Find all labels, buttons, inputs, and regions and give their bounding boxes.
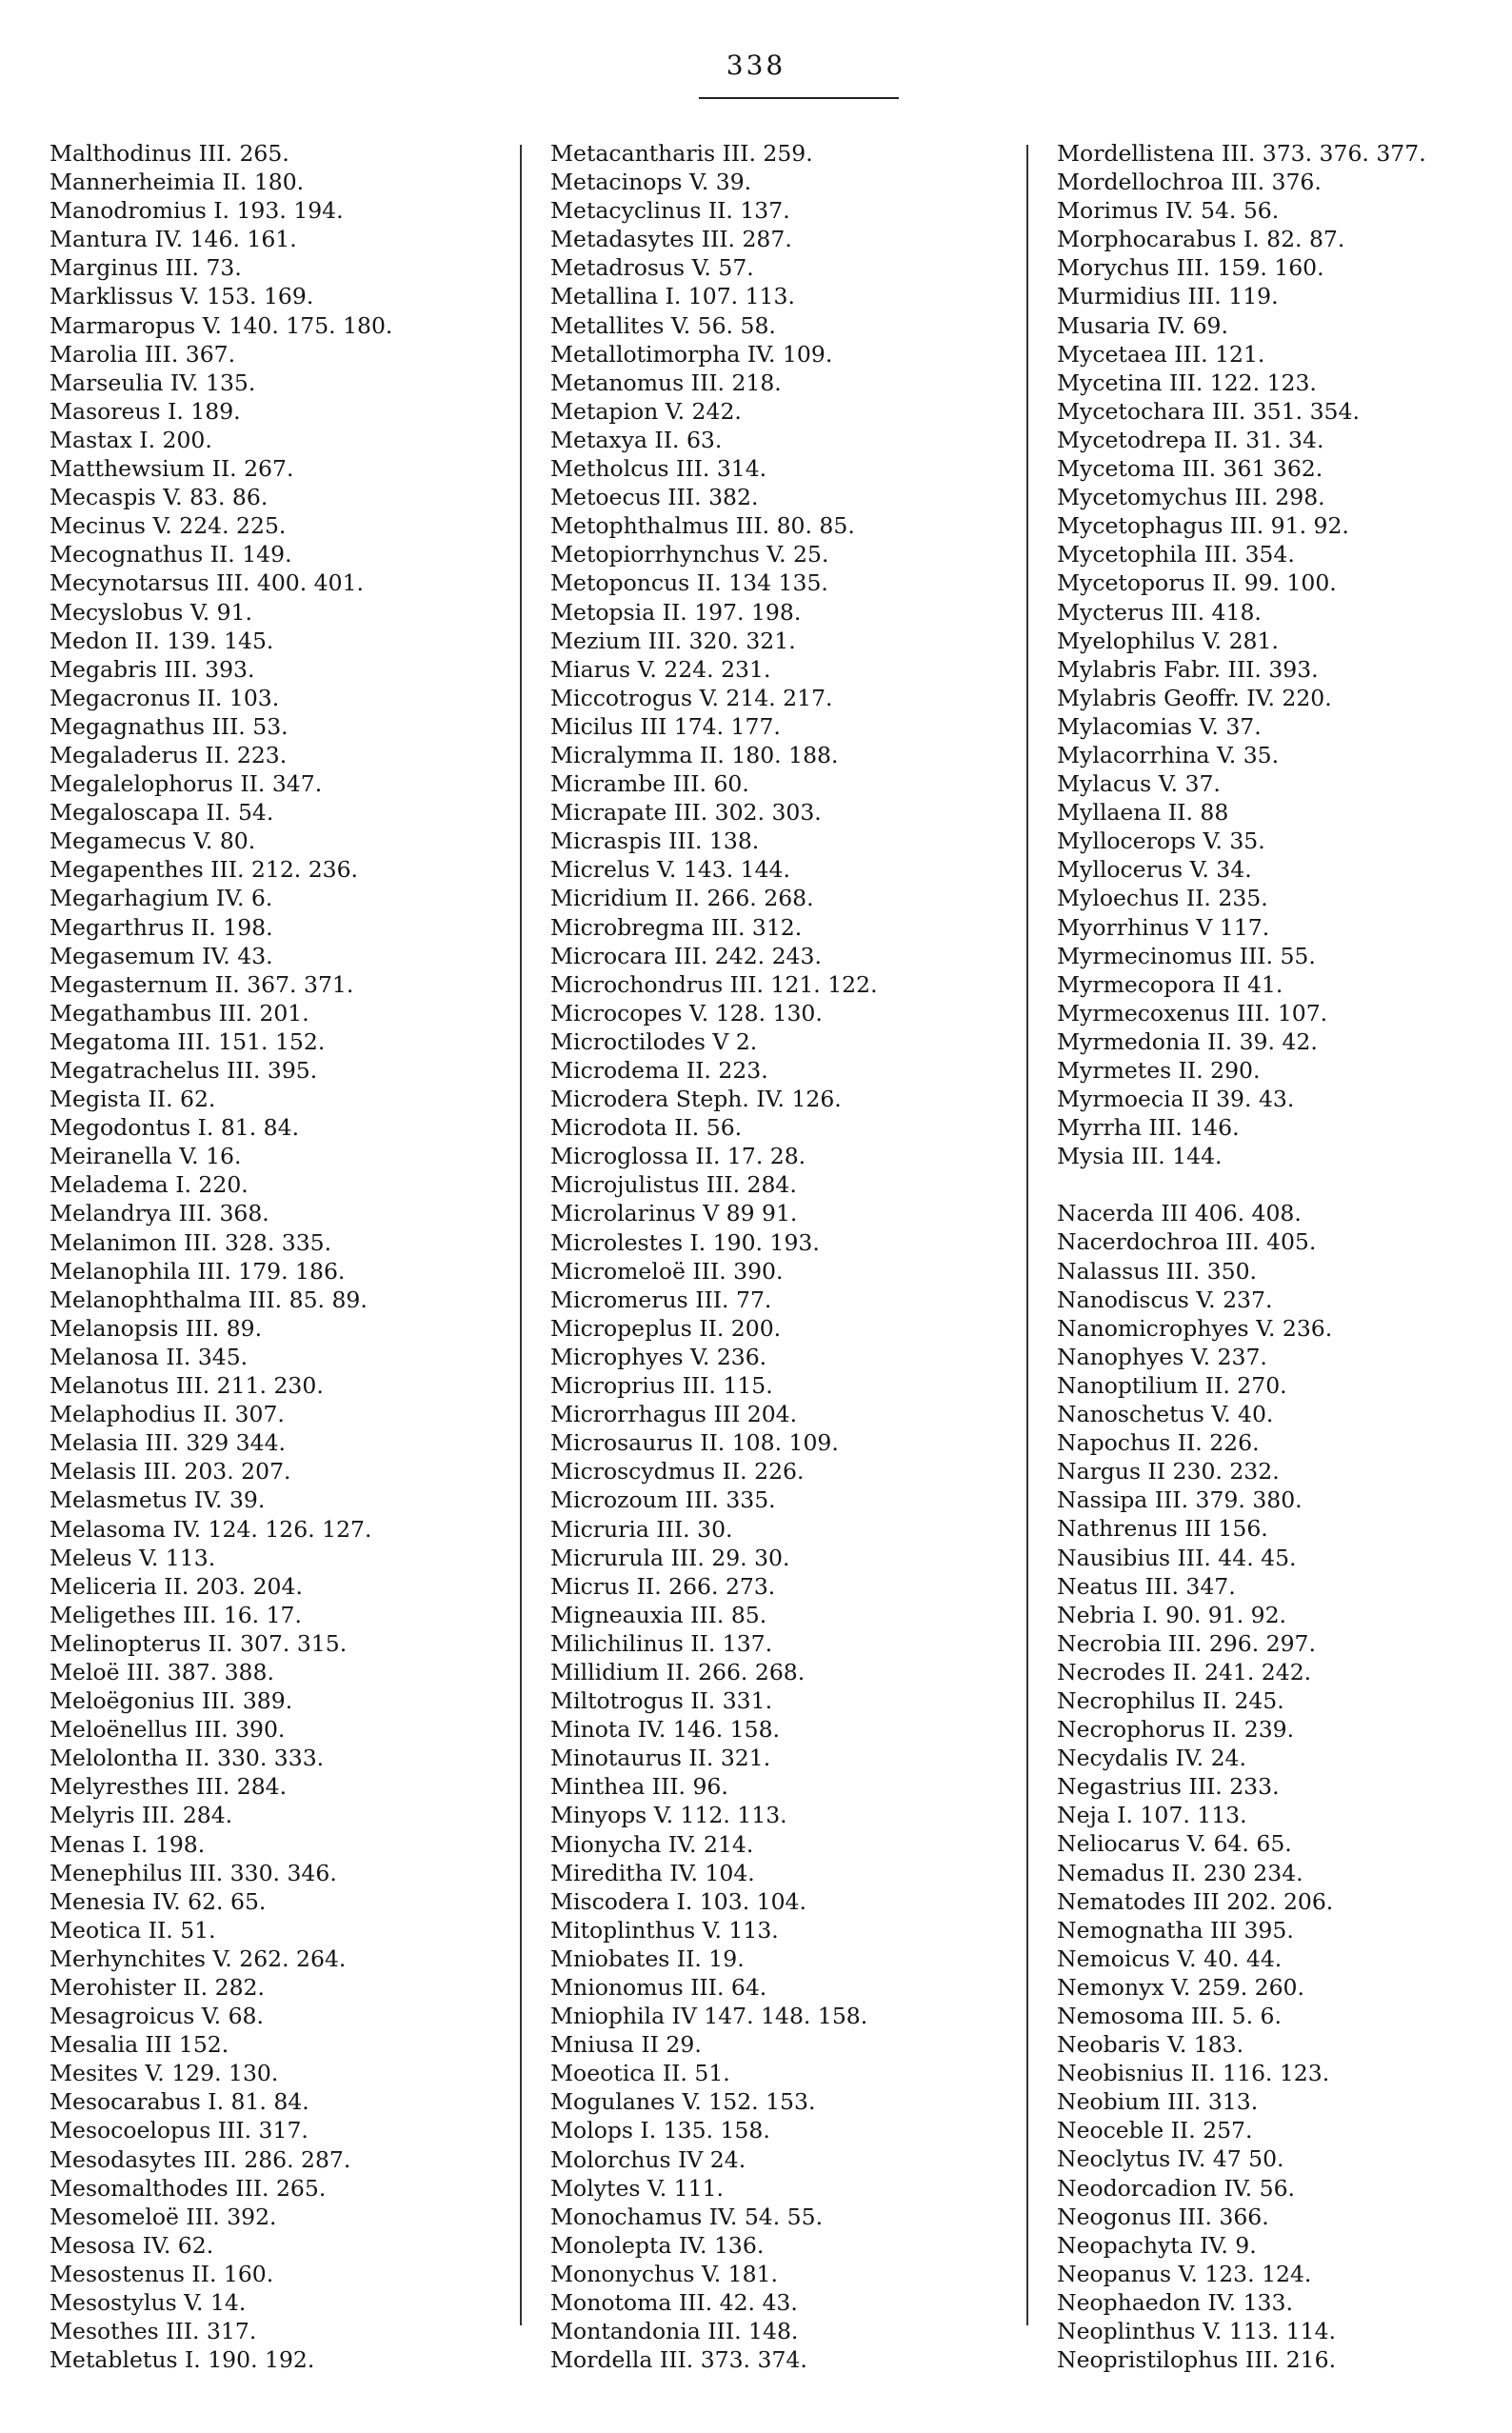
index-entry: Metadasytes III. 287. <box>550 226 792 253</box>
index-entry: Mycetaea III. 121. <box>1057 340 1265 368</box>
index-entry: Micruria III. 30. <box>550 1515 733 1543</box>
index-entry: Megapenthes III. 212. 236. <box>50 856 359 884</box>
index-entry: Metopsia II. 197. 198. <box>550 598 802 626</box>
index-entry: Megaloscapa II. 54. <box>50 799 274 827</box>
index-entry: Melandrya III. 368. <box>50 1200 269 1227</box>
index-entry: Morychus III. 159. 160. <box>1057 254 1324 282</box>
index-entry: Megacronus II. 103. <box>50 684 280 711</box>
index-entry: Menephilus III. 330. 346. <box>50 1859 337 1886</box>
index-entry: Neoplinthus V. 113. 114. <box>1057 2318 1336 2345</box>
index-entry: Megalelophorus II. 347. <box>50 770 323 798</box>
index-entry: Necrophilus II. 245. <box>1057 1686 1284 1714</box>
index-entry: Melanophila III. 179. 186. <box>50 1257 346 1285</box>
index-entry: Micropeplus II. 200. <box>550 1314 782 1342</box>
index-entry: Micrambe III. 60. <box>550 770 749 798</box>
index-entry: Nanodiscus V. 237. <box>1057 1286 1273 1313</box>
index-entry: Neogonus III. 366. <box>1057 2203 1269 2230</box>
index-entry: Menas I. 198. <box>50 1830 206 1858</box>
index-entry: Mitoplinthus V. 113. <box>550 1916 779 1944</box>
index-entry: Mycetoporus II. 99. 100. <box>1057 569 1337 597</box>
index-column-1 <box>50 139 507 2374</box>
index-entry: Nacerda III 406. 408. <box>1057 1200 1302 1227</box>
index-entry: Mesocarabus I. 81. 84. <box>50 2088 309 2116</box>
index-entry: Milichilinus II. 137. <box>550 1629 773 1657</box>
index-entry: Myrmoecia II 39. 43. <box>1057 1086 1295 1113</box>
index-entry: Megasternum II. 367. 371. <box>50 970 354 998</box>
index-entry: Microrrhagus III 204. <box>550 1401 798 1428</box>
index-entry: Megatrachelus III. 395. <box>50 1057 318 1084</box>
index-entry: Myllocerops V. 35. <box>1057 828 1265 855</box>
index-entry: Micralymma II. 180. 188. <box>550 741 839 768</box>
index-entry: Neophaedon IV. 133. <box>1057 2288 1293 2316</box>
index-entry: Migneauxia III. 85. <box>550 1601 767 1628</box>
index-entry: Metholcus III. 314. <box>550 455 767 483</box>
index-entry: Metabletus I. 190. 192. <box>50 2346 315 2374</box>
index-entry: Minthea III. 96. <box>550 1773 728 1801</box>
index-entry: Mycetina III. 122. 123. <box>1057 369 1317 396</box>
index-entry: Mecognathus II. 149. <box>50 541 292 568</box>
index-entry: Nargus II 230. 232. <box>1057 1458 1280 1486</box>
page-number: 338 <box>726 50 786 81</box>
index-entry: Nanomicrophyes V. 236. <box>1057 1314 1333 1342</box>
index-entry: Nemoicus V. 40. 44. <box>1057 1944 1283 1972</box>
index-entry: Microjulistus III. 284. <box>550 1171 797 1199</box>
index-entry: Microdema II. 223. <box>550 1057 768 1084</box>
index-entry: Metallotimorpha IV. 109. <box>550 340 833 368</box>
index-entry: Neliocarus V. 64. 65. <box>1057 1830 1292 1858</box>
index-entry: Melasia III. 329 344. <box>50 1429 286 1457</box>
index-entry: Meloënellus III. 390. <box>50 1716 286 1744</box>
index-entry: Microcara III. 242. 243. <box>550 942 822 969</box>
index-entry: Meiranella V. 16. <box>50 1143 242 1170</box>
index-entry: Neobium III. 313. <box>1057 2088 1259 2116</box>
index-entry: Micraspis III. 138. <box>550 828 760 855</box>
index-entry: Mylabris Fabr. III. 393. <box>1057 655 1319 683</box>
index-entry: Mesothes III. 317. <box>50 2318 257 2345</box>
index-entry: Nausibius III. 44. 45. <box>1057 1544 1297 1571</box>
index-entry: Mesosa IV. 62. <box>50 2231 214 2259</box>
index-entry: Mesites V. 129. 130. <box>50 2060 279 2087</box>
index-entry: Micrurula III. 29. 30. <box>550 1544 790 1571</box>
index-entry: Nanoptilium II. 270. <box>1057 1371 1287 1399</box>
index-entry: Microlestes I. 190. 193. <box>550 1228 820 1256</box>
index-entry: Manodromius I. 193. 194. <box>50 197 344 225</box>
index-entry: Micridium II. 266. 268. <box>550 885 814 912</box>
index-entry: Nemonyx V. 259. 260. <box>1057 1973 1304 2001</box>
index-entry: Metacyclinus II. 137. <box>550 197 790 225</box>
index-entry: Morphocarabus I. 82. 87. <box>1057 226 1345 253</box>
index-entry: Meloë III. 387. 388. <box>50 1658 274 1685</box>
index-entry: Melasoma IV. 124. 126. 127. <box>50 1515 372 1543</box>
index-entry: Microdota II. 56. <box>550 1114 743 1142</box>
index-entry: Miscodera I. 103. 104. <box>550 1887 806 1915</box>
index-entry: Neopanus V. 123. 124. <box>1057 2260 1312 2287</box>
index-entry: Nebria I. 90. 91. 92. <box>1057 1601 1287 1628</box>
index-entry: Melanophthalma III. 85. 89. <box>50 1286 368 1313</box>
index-entry: Mireditha IV. 104. <box>550 1859 755 1886</box>
index-entry: Micilus III 174. 177. <box>550 712 781 740</box>
index-entry: Melanotus III. 211. 230. <box>50 1372 324 1400</box>
index-entry: Melyresthes III. 284. <box>50 1773 288 1801</box>
index-entry: Mycetodrepa II. 31. 34. <box>1057 426 1324 453</box>
index-entry: Masoreus I. 189. <box>50 397 241 425</box>
index-entry: Megasemum IV. 43. <box>50 942 273 969</box>
index-entry: Mycetochara III. 351. 354. <box>1057 397 1360 425</box>
index-entry: Moeotica II. 51. <box>550 2060 730 2087</box>
index-entry: Metacantharis III. 259. <box>550 140 813 167</box>
index-entry: Marklissus V. 153. 169. <box>50 283 314 310</box>
index-entry: Matthewsium II. 267. <box>50 455 294 483</box>
index-entry: Microlarinus V 89 91. <box>550 1200 798 1227</box>
index-entry: Megabris III. 393. <box>50 655 255 683</box>
index-entry: Mordellochroa III. 376. <box>1057 169 1322 196</box>
index-entry: Micrapate III. 302. 303. <box>550 799 822 827</box>
index-entry: Merohister II. 282. <box>50 1974 265 2001</box>
index-entry: Mycetophila III. 354. <box>1057 541 1295 568</box>
index-entry: Napochus II. 226. <box>1057 1429 1260 1457</box>
index-entry: Myorrhinus V 117. <box>1057 913 1270 941</box>
index-entry: Metallina I. 107. 113. <box>550 283 795 310</box>
column-divider <box>1026 145 1028 2325</box>
index-entry: Miarus V. 224. 231. <box>550 655 771 683</box>
header-rule <box>699 97 899 99</box>
index-entry: Melanosa II. 345. <box>50 1343 249 1370</box>
index-entry: Meleus V. 113. <box>50 1544 216 1571</box>
index-entry: Metacinops V. 39. <box>550 169 752 196</box>
index-entry: Mesostenus II. 160. <box>50 2260 274 2287</box>
index-entry: Mycetoma III. 361 362. <box>1057 455 1323 483</box>
index-entry: Montandonia III. 148. <box>550 2318 799 2345</box>
index-entry: Mnionomus III. 64. <box>550 1974 767 2001</box>
index-entry: Microcopes V. 128. 130. <box>550 999 823 1027</box>
index-entry: Menesia IV. 62. 65. <box>50 1887 267 1915</box>
index-entry: Minota IV. 146. 158. <box>550 1716 780 1744</box>
index-entry: Microscydmus II. 226. <box>550 1458 805 1486</box>
index-entry: Megista II. 62. <box>50 1086 216 1113</box>
index-entry: Myllaena II. 88 <box>1057 799 1229 827</box>
index-entry: Mionycha IV. 214. <box>550 1830 754 1858</box>
index-entry: Nemognatha III 395. <box>1057 1916 1294 1944</box>
index-entry: Mecinus V. 224. 225. <box>50 512 287 540</box>
index-entry: Neopachyta IV. 9. <box>1057 2231 1257 2259</box>
index-entry: Mycterus III. 418. <box>1057 598 1262 626</box>
index-entry: Neobisnius II. 116. 123. <box>1057 2060 1330 2087</box>
index-entry: Nemosoma III. 5. 6. <box>1057 2003 1282 2029</box>
index-entry: Melolontha II. 330. 333. <box>50 1745 325 1772</box>
index-column-3 <box>1057 139 1504 2374</box>
index-entry: Mastax I. 200. <box>50 426 212 453</box>
index-entry: Melaphodius II. 307. <box>50 1401 285 1428</box>
index-entry: Minotaurus II. 321. <box>550 1745 771 1772</box>
index-entry: Meotica II. 51. <box>50 1916 216 1944</box>
index-entry: Neja I. 107. 113. <box>1057 1802 1247 1829</box>
index-entry: Microdera Steph. IV. 126. <box>550 1086 842 1113</box>
index-entry: Megatoma III. 151. 152. <box>50 1027 326 1055</box>
index-entry: Mylacorrhina V. 35. <box>1057 741 1280 768</box>
index-entry: Microbregma III. 312. <box>550 913 803 941</box>
index-entry: Micrus II. 266. 273. <box>550 1572 776 1600</box>
index-entry: Mecynotarsus III. 400. 401. <box>50 569 365 597</box>
index-entry: Metadrosus V. 57. <box>550 254 754 282</box>
index-entry: Necrobia III. 296. 297. <box>1057 1629 1316 1657</box>
index-entry: Molops I. 135. 158. <box>550 2117 770 2144</box>
index-entry: Mecyslobus V. 91. <box>50 598 253 626</box>
index-entry: Myloechus II. 235. <box>1057 885 1268 912</box>
index-entry: Metanomus III. 218. <box>550 369 782 396</box>
index-entry: Mesomeloë III. 392. <box>50 2203 277 2230</box>
index-entry: Marmaropus V. 140. 175. 180. <box>50 311 393 339</box>
index-entry: Nanophyes V. 237. <box>1057 1343 1267 1370</box>
index-entry: Mycetophagus III. 91. 92. <box>1057 512 1349 540</box>
index-entry: Necrodes II. 241. 242. <box>1057 1658 1312 1685</box>
index-entry: Megodontus I. 81. 84. <box>50 1114 300 1142</box>
index-entry: Metoecus III. 382. <box>550 484 759 511</box>
index-entry: Melanimon III. 328. 335. <box>50 1228 332 1256</box>
index-entry: Nathrenus III 156. <box>1057 1515 1268 1543</box>
index-entry: Mniusa II 29. <box>550 2031 702 2059</box>
index-entry: Morimus IV. 54. 56. <box>1057 197 1280 225</box>
index-entry: Myrmedonia II. 39. 42. <box>1057 1027 1318 1055</box>
index-entry: Myrmetes II. 290. <box>1057 1057 1261 1084</box>
index-entry: Meloëgonius III. 389. <box>50 1687 293 1715</box>
index-entry: Necrophorus II. 239. <box>1057 1716 1295 1744</box>
index-entry: Mesocoelopus III. 317. <box>50 2117 308 2144</box>
index-entry: Negastrius III. 233. <box>1057 1773 1280 1801</box>
index-entry: Millidium II. 266. 268. <box>550 1658 806 1685</box>
index-entry: Metoponcus II. 134 135. <box>550 569 828 597</box>
index-entry: Mylabris Geoffr. IV. 220. <box>1057 684 1332 711</box>
index-entry: Neoceble II. 257. <box>1057 2117 1253 2144</box>
index-entry: Microglossa II. 17. 28. <box>550 1143 806 1170</box>
index-entry: Myrmecoxenus III. 107. <box>1057 999 1328 1027</box>
index-entry: Mysia III. 144. <box>1057 1143 1223 1170</box>
index-entry: Micrelus V. 143. 144. <box>550 856 790 884</box>
index-entry: Neopristilophus III. 216. <box>1057 2346 1337 2374</box>
index-entry: Metaxya II. 63. <box>550 426 723 453</box>
index-entry: Mylacomias V. 37. <box>1057 712 1262 740</box>
index-entry: Mesodasytes III. 286. 287. <box>50 2145 351 2173</box>
index-entry: Microsaurus II. 108. 109. <box>550 1429 839 1457</box>
index-entry: Meligethes III. 16. 17. <box>50 1601 302 1628</box>
index-entry: Myrrha III. 146. <box>1057 1114 1240 1142</box>
index-entry: Mecaspis V. 83. 86. <box>50 484 269 511</box>
index-entry: Medon II. 139. 145. <box>50 627 274 654</box>
index-entry: Nematodes III 202. 206. <box>1057 1887 1334 1915</box>
index-entry: Metopiorrhynchus V. 25. <box>550 541 829 568</box>
index-entry: Mantura IV. 146. 161. <box>50 226 297 253</box>
index-entry: Metallites V. 56. 58. <box>550 311 776 339</box>
index-entry: Molorchus IV 24. <box>550 2145 746 2173</box>
index-entry: Microzoum III. 335. <box>550 1486 776 1514</box>
index-entry: Neodorcadion IV. 56. <box>1057 2174 1295 2202</box>
index-entry: Mesomalthodes III. 265. <box>50 2174 327 2202</box>
index-entry: Nalassus III. 350. <box>1057 1257 1257 1285</box>
index-entry: Melyris III. 284. <box>50 1802 233 1829</box>
index-entry: Microctilodes V 2. <box>550 1027 758 1055</box>
index-entry: Monolepta IV. 136. <box>550 2231 765 2259</box>
index-entry: Mycetomychus III. 298. <box>1057 484 1325 511</box>
index-entry: Metapion V. 242. <box>550 397 742 425</box>
index-entry: Myrmecinomus III. 55. <box>1057 942 1316 969</box>
index-entry: Myelophilus V. 281. <box>1057 627 1279 654</box>
index-entry: Meladema I. 220. <box>50 1171 249 1199</box>
index-entry: Nacerdochroa III. 405. <box>1057 1228 1317 1256</box>
index-entry: Megarhagium IV. 6. <box>50 885 273 912</box>
index-entry: Minyops V. 112. 113. <box>550 1802 787 1829</box>
index-entry: Mesostylus V. 14. <box>50 2289 247 2317</box>
index-entry: Nemadus II. 230 234. <box>1057 1859 1303 1886</box>
index-entry: Myllocerus V. 34. <box>1057 856 1252 884</box>
index-entry: Melinopterus II. 307. 315. <box>50 1629 348 1657</box>
index-entry: Neoclytus IV. 47 50. <box>1057 2145 1284 2173</box>
index-entry: Monotoma III. 42. 43. <box>550 2289 798 2317</box>
index-entry: Mogulanes V. 152. 153. <box>550 2088 816 2116</box>
index-entry: Monochamus IV. 54. 55. <box>550 2203 824 2230</box>
index-entry: Mesalia III 152. <box>50 2031 229 2059</box>
index-entry: Malthodinus III. 265. <box>50 140 289 167</box>
index-entry: Merhynchites V. 262. 264. <box>50 1944 347 1972</box>
index-entry: Melanopsis III. 89. <box>50 1314 263 1342</box>
index-entry: Neatus III. 347. <box>1057 1572 1236 1600</box>
index-entry: Miccotrogus V. 214. 217. <box>550 684 833 711</box>
index-entry: Megarthrus II. 198. <box>50 913 273 941</box>
index-entry: Marginus III. 73. <box>50 254 242 282</box>
index-entry: Meliceria II. 203. 204. <box>50 1572 303 1600</box>
index-entry: Mezium III. 320. 321. <box>550 627 796 654</box>
index-entry: Metophthalmus III. 80. 85. <box>550 512 855 540</box>
index-entry: Megathambus III. 201. <box>50 999 309 1027</box>
index-entry: Mniophila IV 147. 148. 158. <box>550 2003 868 2030</box>
index-entry: Miltotrogus II. 331. <box>550 1687 773 1715</box>
index-entry: Mononychus V. 181. <box>550 2260 778 2287</box>
index-entry: Melasmetus IV. 39. <box>50 1486 266 1514</box>
index-entry: Megaladerus II. 223. <box>50 741 288 768</box>
index-entry: Mesagroicus V. 68. <box>50 2003 264 2030</box>
index-entry: Nassipa III. 379. 380. <box>1057 1486 1303 1514</box>
index-entry: Mniobates II. 19. <box>550 1944 745 1972</box>
index-entry: Mylacus V. 37. <box>1057 770 1221 798</box>
index-entry: Mordellistena III. 373. 376. 377. <box>1057 140 1426 167</box>
column-divider <box>520 145 522 2325</box>
index-column-2 <box>550 139 1007 2374</box>
index-entry: Microchondrus III. 121. 122. <box>550 970 878 998</box>
index-entry: Micromerus III. 77. <box>550 1286 772 1313</box>
index-entry: Mannerheimia II. 180. <box>50 169 305 196</box>
index-entry: Murmidius III. 119. <box>1057 283 1279 310</box>
index-entry: Myrmecopora II 41. <box>1057 970 1283 998</box>
index-entry: Marolia III. 367. <box>50 340 236 368</box>
index-entry: Microprius III. 115. <box>550 1372 773 1400</box>
index-entry: Neobaris V. 183. <box>1057 2031 1244 2059</box>
index-entry: Mordella III. 373. 374. <box>550 2346 807 2374</box>
index-entry: Musaria IV. 69. <box>1057 311 1228 339</box>
index-entry: Nanoschetus V. 40. <box>1057 1401 1274 1428</box>
index-entry: Microphyes V. 236. <box>550 1343 767 1370</box>
index-entry: Marseulia IV. 135. <box>50 369 256 396</box>
index-entry: Necydalis IV. 24. <box>1057 1745 1246 1772</box>
index-entry: Molytes V. 111. <box>550 2174 725 2202</box>
index-entry: Megamecus V. 80. <box>50 828 256 855</box>
index-entry: Melasis III. 203. 207. <box>50 1458 291 1486</box>
index-entry: Micromeloë III. 390. <box>550 1257 784 1285</box>
index-entry: Megagnathus III. 53. <box>50 712 288 740</box>
